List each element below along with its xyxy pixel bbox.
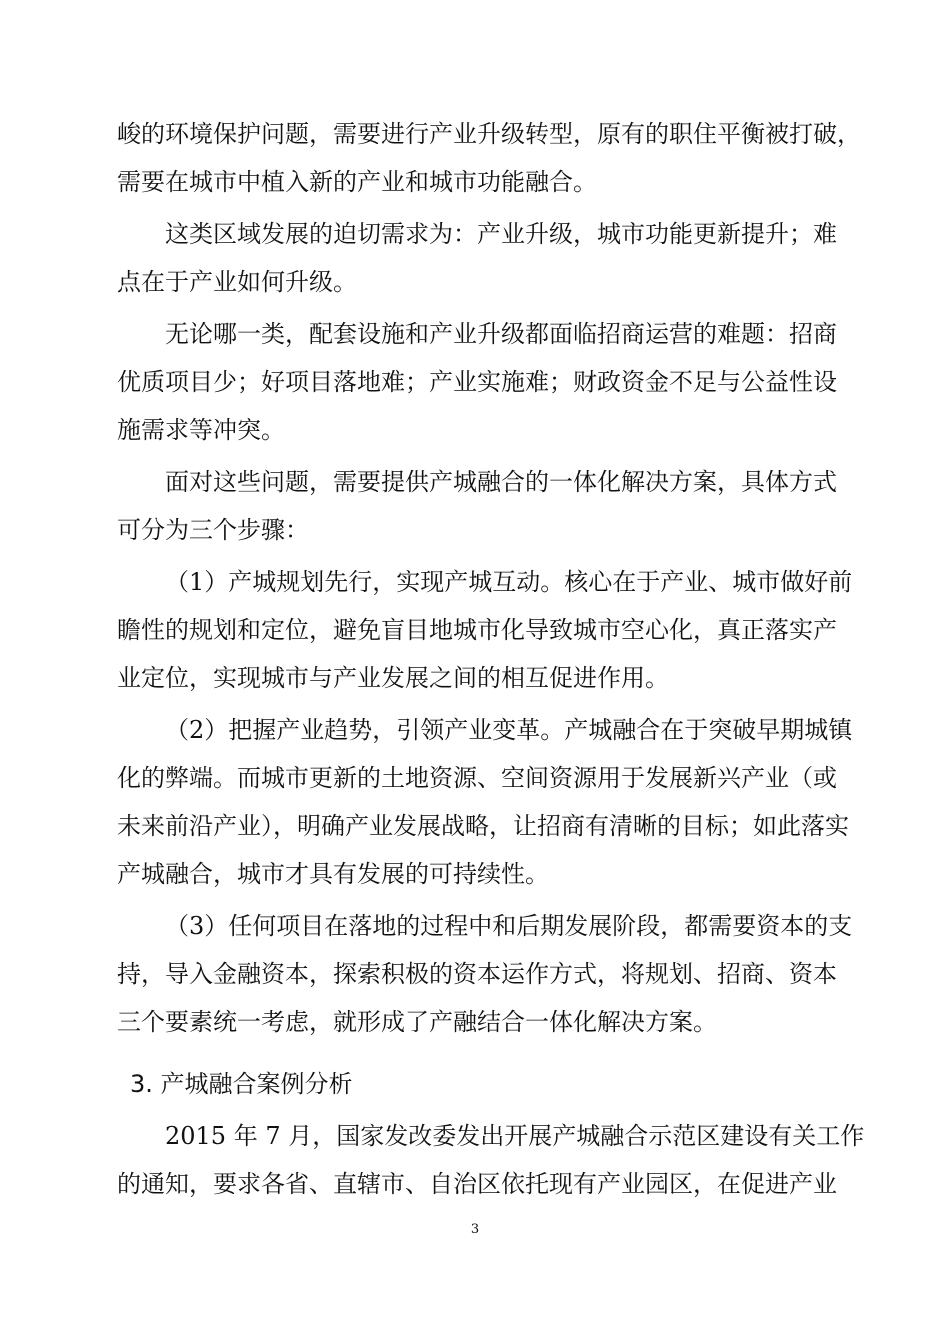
paragraph-line: 点在于产业如何升级。 — [117, 268, 357, 296]
paragraph-line: 面对这些问题，需要提供产城融合的一体化解决方案，具体方式 — [165, 468, 837, 496]
page-number: 3 — [470, 1222, 480, 1237]
paragraph-line: 的通知，要求各省、直辖市、自治区依托现有产业园区，在促进产业 — [117, 1170, 837, 1198]
list-item-line: 未来前沿产业），明确产业发展战略，让招商有清晰的目标；如此落实 — [117, 812, 849, 840]
paragraph-line: 2015 年 7 月，国家发改委发出开展产城融合示范区建设有关工作 — [165, 1122, 865, 1150]
paragraph-line: 施需求等冲突。 — [117, 416, 285, 444]
list-item-line: 业定位，实现城市与产业发展之间的相互促进作用。 — [117, 664, 669, 692]
list-item-line: （2）把握产业趋势，引领产业变革。产城融合在于突破早期城镇 — [165, 716, 853, 744]
paragraph-line: 优质项目少；好项目落地难；产业实施难；财政资金不足与公益性设 — [117, 368, 837, 396]
paragraph-line: 这类区域发展的迫切需求为：产业升级，城市功能更新提升；难 — [165, 220, 837, 248]
list-item-line: 瞻性的规划和定位，避免盲目地城市化导致城市空心化，真正落实产 — [117, 616, 837, 644]
list-item-line: （1）产城规划先行，实现产城互动。核心在于产业、城市做好前 — [165, 568, 853, 596]
paragraph-line: 需要在城市中植入新的产业和城市功能融合。 — [117, 168, 597, 196]
list-item-line: 化的弊端。而城市更新的土地资源、空间资源用于发展新兴产业（或 — [117, 764, 837, 792]
paragraph-line: 可分为三个步骤： — [117, 516, 309, 544]
list-item-line: 持，导入金融资本，探索积极的资本运作方式，将规划、招商、资本 — [117, 960, 837, 988]
section-heading: 3. 产城融合案例分析 — [130, 1070, 353, 1098]
list-item-line: 三个要素统一考虑，就形成了产融结合一体化解决方案。 — [117, 1008, 717, 1036]
list-item-line: 产城融合，城市才具有发展的可持续性。 — [117, 860, 549, 888]
paragraph-line: 无论哪一类，配套设施和产业升级都面临招商运营的难题：招商 — [165, 320, 837, 348]
list-item-line: （3）任何项目在落地的过程中和后期发展阶段，都需要资本的支 — [165, 912, 853, 940]
paragraph-line: 峻的环境保护问题，需要进行产业升级转型，原有的职住平衡被打破， — [117, 120, 861, 148]
